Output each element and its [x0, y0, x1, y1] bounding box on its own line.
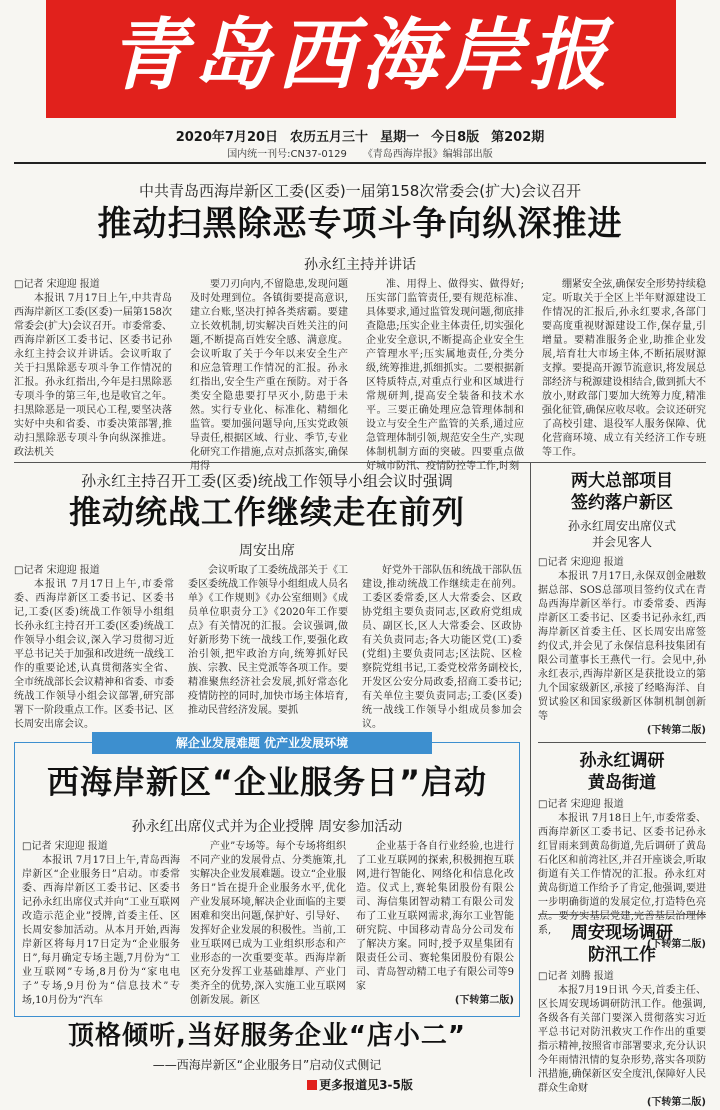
story1-byline: □记者 宋迎迎 报道: [14, 279, 100, 290]
footer-note: [0, 1076, 720, 1093]
story2-text-2: 会议听取了工委统战部关于《工委区委统战工作领导小组组成人员名单》《工作规则》《办公室细则》《成员单位职责分工》《2020年工作要点》有关情况的汇报。会议强调,做好新形势下统一战线工作,要强化政治引领,把牢政治方向,统筹抓好民族、宗教、民主党派等各项工作。要精准聚焦经济社会发展,抓好常态化疫情防控的同时,加快市场主体培育,推动民营经济发展。要抓: [188, 565, 348, 716]
side3-continued: (下转第二版): [646, 1097, 706, 1108]
story1-kicker: 中共青岛西海岸新区工委(区委)一届第158次常委会(扩大)会议召开: [138, 182, 582, 200]
side2-text: 本报讯 7月18日上午,市委常委、西海岸新区工委书记、区委书记孙永红冒雨来到黄岛街道,先后调研了黄岛石化区和前湾社区,并召开座谈会,听取街道有关工作情况的汇报。孙永红对黄岛街道工作给予了肯定,他强调,要进一步明确街道的发展定位,打造特色亮点。要夯实基层党建,完善基层治理体系,: [538, 813, 706, 936]
side-divider-1: [538, 742, 706, 743]
masthead: [46, 0, 676, 118]
side1-continued: (下转第二版): [646, 725, 706, 736]
story2-subhead: 周安出席: [239, 543, 295, 559]
square-icon: [307, 1080, 317, 1090]
side1-subhead-line2: 并会见客人: [591, 535, 652, 549]
publication-info: [0, 145, 720, 160]
side2-headline-line1: 孙永红调研: [579, 751, 665, 771]
story3-continued: (下转第二版): [454, 995, 514, 1006]
side3-headline-line1: 周安现场调研: [571, 923, 673, 943]
masthead-title: 青岛西海岸报: [108, 10, 613, 101]
side1-headline-line2: 签约落户新区: [571, 493, 673, 513]
weekday: 星期一: [380, 130, 420, 145]
story3-column-3: [356, 840, 514, 1012]
story2-kicker: 孙永红主持召开工委(区委)统战工作领导小组会议时强调: [81, 472, 453, 490]
side3-headline-line2: 防汛工作: [588, 945, 656, 965]
story1-text-4: 绷紧安全弦,确保安全形势持续稳定。听取关于全区上半年财源建设工作情况的汇报后,孙永红要求,各部门要高度重视财源建设工作,保存量,引增量。要精准服务企业,助推企业发展,培育壮大市场主体,不断拓展财源支撑。要提高开源节流意识,将发展总部经济与税源建设相结合,做到抓大不放小,财政部门要加大统筹力度,精准强化征管,确保应收尽收。会议还研究了高校引建、退役军人服务保障、优化营商环境、成立有关经济工作专班等工作。: [542, 279, 706, 458]
story1-column-3: [366, 278, 524, 472]
story3-subhead: 孙永红出席仪式并为企业授牌 周安参加活动: [131, 819, 403, 835]
side-divider-2: [538, 914, 706, 915]
page-count: 今日8版: [431, 130, 480, 145]
story2-text-3: 好党外干部队伍和统战干部队伍建设,推动统战工作继续走在前列。工委区委常委,区人大常委会、区政协党组主要负责同志,区政府党组成员、副区长,区人大常委会、区政协有关负责同志;各大功能区党(工)委(党组)主要负责同志;区法院、区检察院党组书记,工委党校常务副校长,开发区公安分局政委,招商工委书记;有关单位主要负责同志;工委(区委)统一战线工作领导小组成员参加会议。: [362, 565, 522, 730]
dateline: [0, 126, 720, 145]
side2-headline-line2: 黄岛街道: [588, 773, 656, 793]
side1-body: [538, 556, 706, 736]
date: 2020年7月20日: [175, 130, 279, 145]
divider: [14, 462, 706, 463]
side1-subhead-line1: 孙永红周安出席仪式: [567, 519, 676, 533]
story1-text-3: 准、用得上、做得实、做得好;压实部门监管责任,要有规范标准、具体要求,通过监管发现问题,彻底排查隐患;压实企业主体责任,切实强化企业安全意识,不断提高企业安全生产管理水平;压实属地责任,分类分级,统筹推进,抓细抓实。二要根据新区特质特点,对重点行业和区域进行常规研判,提高安全装备和技术水平。三要正确处理应急管理体制和设立与安全生产监管的关系,通过应急管理体制引领,规范安全生产,实现体制机制方面的突破。四要重点做好城市防汛、疫情防控等工作,时刻: [366, 279, 524, 472]
story3-column-2: [190, 840, 346, 1012]
cn-number: 国内统一刊号:CN37-0129: [227, 149, 347, 160]
story3-text-2: 产业”专场等。每个专场将组织不同产业的发展骨点、分类施策,扎实解决企业发展难题。设立“企业服务日”旨在提升企业服务水平,优化产业发展环境,解决企业面临的主要困难和突出问题,保护好、引导好、发挥好企业发展的积极性。当前,工业互联网已成为工业组织形态和产业形态的一次重要变革。西海岸新区充分发挥工业基础雄厚、产业门类齐全的优势,深入实施工业互联网创新发展。新区: [190, 841, 346, 1006]
story2-byline: □记者 宋迎迎 报道: [14, 565, 100, 576]
story1-column-4: [542, 278, 706, 458]
side1-headline: [538, 470, 706, 514]
story3-column-1: [22, 840, 180, 1012]
top-rule: [14, 162, 706, 164]
story1-column-2: [190, 278, 348, 472]
story3-headline: 西海岸新区“企业服务日”启动: [46, 763, 488, 801]
side1-subhead: [538, 518, 706, 550]
side1-headline-line1: 两大总部项目: [571, 471, 673, 491]
story2-headline: 推动统战工作继续走在前列: [68, 493, 465, 531]
issue-number: 第202期: [491, 130, 545, 145]
story1-text-1: 本报讯 7月17日上午,中共青岛西海岸新区工委(区委)一届第158次常委会(扩大)会议召开。市委常委、西海岸新区工委书记、区委书记孙永红主持会议并讲话。会议听取了关于扫黑除恶专项斗争工作情况的汇报。孙永红指出,今年是扫黑除恶专项斗争的第三年,也是收官之年。扫黑除恶是一项民心工程,要坚决落实好中央和省委、市委决策部署,推动扫黑除恶专项斗争向纵深推进。政法机关: [14, 293, 172, 458]
story3-banner: 解企业发展难题 优产业发展环境: [92, 732, 432, 754]
story1-subhead: 孙永红主持并讲话: [304, 257, 416, 273]
story1-column-1: [14, 278, 172, 458]
sidebar-divider: [530, 462, 531, 1077]
side1-byline: □记者 宋迎迎 报道: [538, 557, 624, 568]
lunar-date: 农历五月三十: [290, 130, 369, 145]
side1-text: 本报讯 7月17日,永保双创金融数据总部、SOS总部项目签约仪式在青岛西海岸新区举行。市委常委、西海岸新区工委书记、区委书记孙永红,西海岸新区首委主任、区长周安出席签约仪式,并会见了永保信息科技集团有限公司董事长王燕代一行。会见中,孙永红表示,西海岸新区是获批设立的第九个国家级新区,承接了经略海洋、自贸试验区和国家级新区体制机制创新等: [538, 571, 706, 722]
story2-column-1: [14, 564, 174, 730]
story2-column-3: [362, 564, 522, 730]
story4-headline: 顶格倾听,当好服务企业“店小二”: [67, 1021, 467, 1051]
footer-text: 更多报道见3-5版: [319, 1078, 413, 1092]
story1-headline: 推动扫黑除恶专项斗争向纵深推进: [97, 204, 623, 244]
side2-continued: (下转第二版): [646, 939, 706, 950]
side2-byline: □记者 宋迎迎 报道: [538, 799, 624, 810]
story2-column-2: [188, 564, 348, 726]
story2-text-1: 本报讯 7月17日上午,市委常委、西海岸新区工委书记、区委书记,工委(区委)统战工作领导小组组长孙永红主持召开工委(区委)统战工作领导小组会议,深入学习贯彻习近平总书记关于加强和改进统一战线工作的重要论述,认真贯彻落实全省、全市统战部长会议精神和省委、市委统战工作领导小组会议部署,研究部署下一阶段重点工作。区委书记、区长周安出席会议。: [14, 579, 174, 730]
story3-text-1: 本报讯 7月17日上午,青岛西海岸新区“企业服务日”启动。市委常委、西海岸新区工委书记、区委书记孙永红出席仪式并向“工业互联网改造示范企业”授牌,首委主任、区长周安参加活动。从本月开始,西海岸新区将每月17日定为“企业服务日”,每月确定专场主题,7月份为“工业互联网”专场,8月份为“家电电子”专场,9月份为“信息技术”专场,10月份为“汽车: [22, 855, 180, 1006]
story4-subhead: ——西海岸新区“企业服务日”启动仪式侧记: [152, 1058, 382, 1072]
story3-byline: □记者 宋迎迎 报道: [22, 841, 108, 852]
publisher: 《青岛西海岸报》编辑部出版: [362, 149, 493, 160]
side3-headline: [538, 922, 706, 966]
story1-text-2: 要刀刃向内,不留隐患,发现问题及时处理到位。各镇街要提高意识,建立台账,坚决打掉各类痞霸。要建立长效机制,切实解决百姓关注的问题,不断提高百姓安全感、满意度。会议听取了关于今年以来安全生产和应急管理工作情况的汇报。孙永红指出,安全生产重在预防。对于各类安全隐患要打早灭小,防患于未然。实行专业化、标准化、精细化监管。要加强问题导向,压实党政领导责任,根据区域、行业、季节,专业化研究工作措施,点对点抓落实,确保用得: [190, 279, 348, 472]
side3-text: 本报7月19日讯 今天,首委主任、区长周安现场调研防汛工作。他强调,各级各有关部门要深入贯彻落实习近平总书记对防汛救灾工作作出的重要指示精神,按照省市部署要求,充分认识今年雨情汛情的复杂形势,落实各项防汛措施,确保新区安全度汛,保障好人民群众生命财: [538, 985, 706, 1094]
side2-headline: [538, 750, 706, 794]
side3-body: [538, 970, 706, 1108]
story3-text-3: 企业基于各自行业经验,也进行了工业互联网的探索,积极拥抱互联网,进行智能化、网络化和信息化改造。仪式上,赛轮集团股份有限公司、海信集团智动精工有限公司发布了工业互联网需求,海尔工业智能研究院、中国移动青岛分公司发布了解决方案。同时,授予双星集团有限责任公司、赛轮集团股份有限公司、青岛智动精工电子有限公司等9家: [356, 841, 514, 992]
side3-byline: □记者 刘腾 报道: [538, 971, 614, 982]
